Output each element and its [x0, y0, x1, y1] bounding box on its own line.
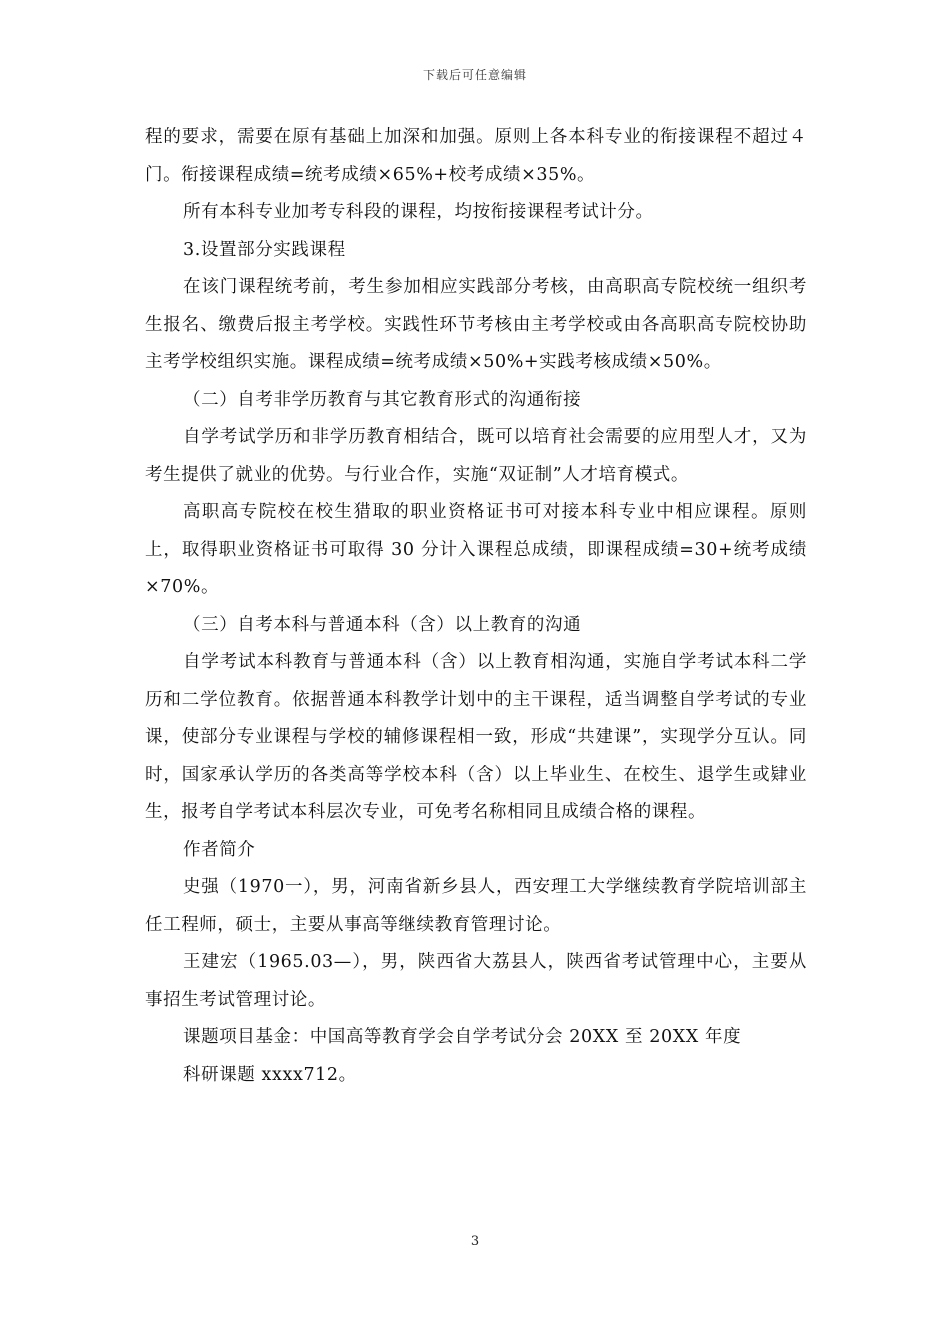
heading-author-bio: 作者简介 — [183, 839, 256, 860]
paragraph-undergraduate-linkage: 自学考试本科教育与普通本科（含）以上教育相沟通，实施自学考试本科二学历和二学位教育。依据普通本科教学计划中的主干课程，适当调整自学考试的专业课，使部分专业课程与学校的辅修课程相一致，形成“共建课”，实现学分互认。同时，国家承认学历的各类高等学校本科（含）以上毕业生、在校生、退学生或肄业生，报考自学考试本科层次专业，可免考名称相同且成绩合格的课程。 — [145, 652, 807, 822]
paragraph-vocational-certificate: 高职高专院校在校生猎取的职业资格证书可对接本科专业中相应课程。原则上，取得职业资格证书可取得 30 分计入课程总成绩，即课程成绩=30+统考成绩×70%。 — [145, 502, 807, 597]
section-heading-non-degree: （二）自考非学历教育与其它教育形式的沟通衔接 — [183, 389, 582, 410]
section-heading-practice-courses: 3.设置部分实践课程 — [183, 239, 346, 260]
page-number: 3 — [470, 1234, 480, 1249]
paragraph-practice-assessment: 在该门课程统考前，考生参加相应实践部分考核，由高职高专院校统一组织考生报名、缴费后报主考学校。实践性环节考核由主考学校或由各高职高专院校协助主考学校组织实施。课程成绩=统考成绩×50%+实践考核成绩×50%。 — [145, 277, 807, 372]
page-header: 下载后可任意编辑 — [422, 68, 527, 82]
paragraph-author-shi-qiang: 史强（1970一），男，河南省新乡县人，西安理工大学继续教育学院培训部主任工程师，硕士，主要从事高等继续教育管理讨论。 — [145, 877, 807, 935]
document-body — [145, 119, 807, 1094]
paragraph-additional-courses: 所有本科专业加考专科段的课程，均按衔接课程考试计分。 — [183, 202, 654, 222]
paragraph-degree-non-degree: 自学考试学历和非学历教育相结合，既可以培育社会需要的应用型人才，又为考生提供了就业的优势。与行业合作，实施“双证制”人才培育模式。 — [145, 427, 807, 485]
paragraph-author-wang-jianhong: 王建宏（1965.03—），男，陕西省大荔县人，陕西省考试管理中心，主要从事招生考试管理讨论。 — [145, 952, 807, 1010]
paragraph-project-fund: 课题项目基金：中国高等教育学会自学考试分会 20XX 至 20XX 年度 — [183, 1027, 742, 1047]
section-heading-undergraduate: （三）自考本科与普通本科（含）以上教育的沟通 — [183, 614, 582, 635]
paragraph-course-requirements: 程的要求，需要在原有基础上加深和加强。原则上各本科专业的衔接课程不超过４门。衔接课程成绩=统考成绩×65%+校考成绩×35%。 — [145, 127, 807, 185]
paragraph-research-project: 科研课题 xxxx712。 — [183, 1064, 357, 1085]
